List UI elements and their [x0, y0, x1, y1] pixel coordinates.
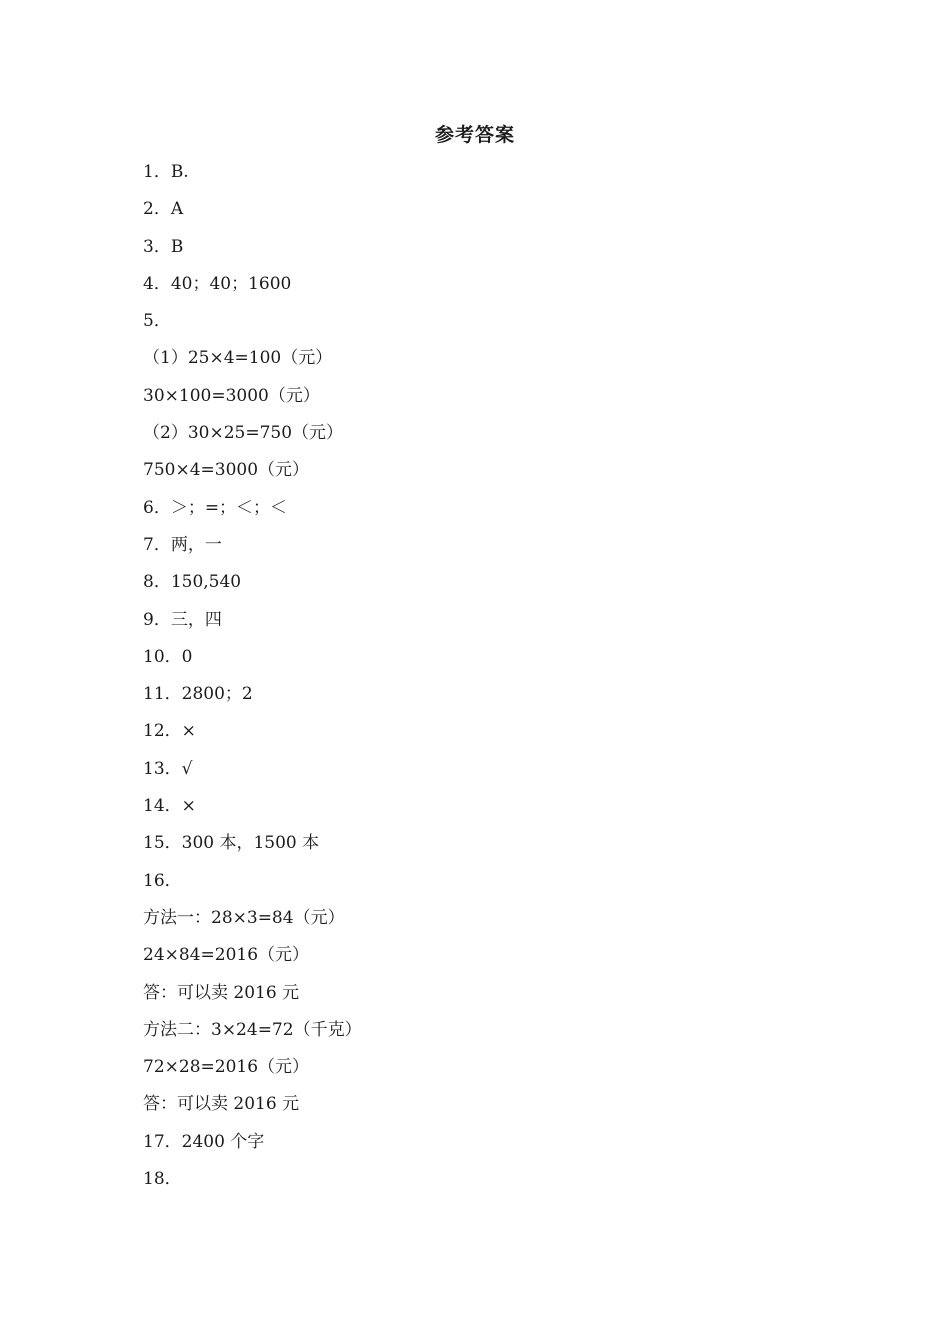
answer-line: （1）25×4=100（元）: [143, 348, 333, 369]
answer-line: 10．0: [143, 646, 193, 667]
answer-line: 13．√: [143, 758, 193, 779]
answer-line: 6．＞；=；＜；＜: [143, 497, 288, 518]
answer-line: 750×4=3000（元）: [143, 460, 310, 481]
answer-line: 17．2400 个字: [143, 1131, 265, 1152]
answer-line: 4．40；40；1600: [143, 273, 292, 294]
answer-line: 2．A: [143, 199, 184, 220]
answer-line: 方法二：3×24=72（千克）: [143, 1019, 362, 1040]
answer-line: 30×100=3000（元）: [143, 385, 320, 406]
answer-line: （2）30×25=750（元）: [143, 423, 344, 444]
answer-line: 12．×: [143, 721, 196, 742]
answer-line: 11．2800；2: [143, 684, 253, 705]
answer-line: 方法一：28×3=84（元）: [143, 907, 345, 928]
answer-line: 14．×: [143, 796, 196, 817]
answer-line: 18．: [143, 1169, 182, 1190]
answer-line: 5．: [143, 311, 171, 332]
answer-list: [143, 159, 823, 1203]
answer-line: 7．两，一: [143, 534, 222, 555]
page-title: 参考答案: [434, 124, 515, 146]
answer-line: 8．150,540: [143, 572, 242, 593]
answer-line: 答：可以卖 2016 元: [143, 1094, 300, 1115]
answer-line: 答：可以卖 2016 元: [143, 982, 300, 1003]
answer-line: 1．B.: [143, 162, 189, 182]
answer-line: 15．300 本，1500 本: [143, 833, 320, 854]
answer-line: 24×84=2016（元）: [143, 945, 310, 966]
answer-line: 9．三，四: [143, 609, 222, 630]
answer-line: 72×28=2016（元）: [143, 1057, 310, 1078]
answer-line: 16．: [143, 870, 182, 891]
answer-line: 3．B: [143, 236, 184, 257]
